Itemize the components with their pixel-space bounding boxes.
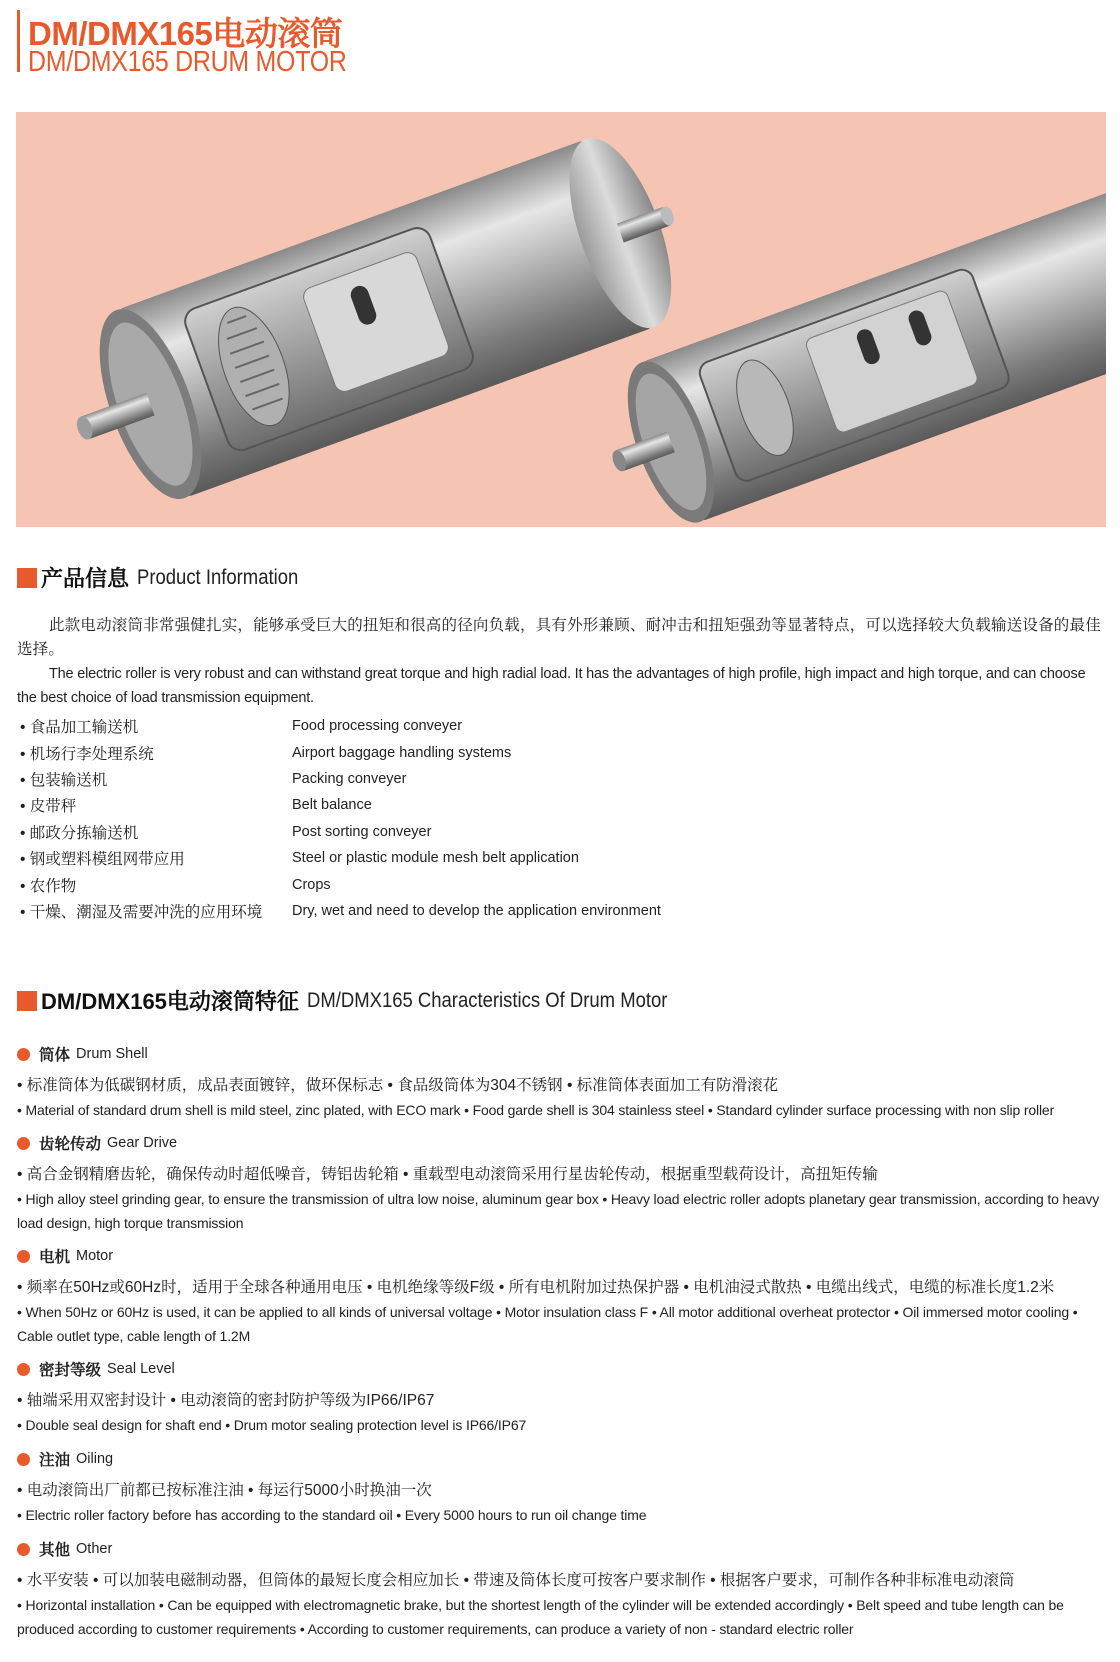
application-en: Belt balance [292,797,372,814]
list-item [20,845,720,871]
feature-text-cn: • 高合金钢精磨齿轮，确保传动时超低噪音，铸铝齿轮箱 • 重载型电动滚筒采用行星齿轮传动，根据重型载荷设计，高扭矩传输 [17,1166,878,1183]
feature-title-en: Other [76,1541,113,1557]
bullet-dot-icon [17,1363,30,1376]
application-cn: • 钢或塑料模组网带应用 [20,851,185,869]
feature-text-en: • Double seal design for shaft end • Drum motor sealing protection level is IP66/IP67 [17,1417,527,1433]
feature-gear-drive [17,1131,1107,1235]
feature-title-cn: 注油 [39,1452,71,1469]
application-list [20,713,720,924]
application-en: Dry, wet and need to develop the application environment [292,902,661,919]
application-cn: • 包装输送机 [20,771,108,789]
characteristics-heading-cn: DM/DMX165电动滚筒特征 [41,989,299,1014]
feature-title-cn: 其他 [39,1542,71,1559]
feature-drum-shell [17,1042,1107,1122]
page-title-cn: DM/DMX165电动滚筒 [28,15,343,52]
application-en: Food processing conveyer [292,718,463,735]
application-cn: • 邮政分拣输送机 [20,824,139,842]
list-item [20,898,720,924]
characteristics-heading-en: DM/DMX165 Characteristics Of Drum Motor [306,988,668,1012]
application-cn: • 食品加工输送机 [20,719,139,737]
feature-text-en: • When 50Hz or 60Hz is used, it can be applied to all kinds of universal voltage • Motor insulation class F • All motor additional overheat protector • Oil immersed motor cooling • Cable outlet type, cable length of 1.2M [17,1304,1078,1344]
bullet-dot-icon [17,1250,30,1263]
bullet-dot-icon [17,1048,30,1061]
list-item [20,739,720,765]
list-item [20,819,720,845]
product-info-paragraph-en: The electric roller is very robust and can withstand great torque and high radial load. It has the advantages of high profile, high impact and high torque, and can choose the best choice of load transmission equipment. [17,666,1086,706]
application-en: Post sorting conveyer [292,823,432,840]
drum-motor-illustration [16,112,1106,527]
bullet-dot-icon [17,1543,30,1556]
characteristics-heading [17,985,717,1016]
feature-text-cn: • 轴端采用双密封设计 • 电动滚筒的密封防护等级为IP66/IP67 [17,1392,435,1409]
feature-seal-level [17,1357,1107,1437]
feature-text-en: • High alloy steel grinding gear, to ensure the transmission of ultra low noise, aluminum gear box • Heavy load electric roller adopts planetary gear transmission, according to heavy load design, high torque transmission [17,1191,1100,1231]
feature-title-en: Seal Level [107,1361,175,1377]
heading-square-icon [17,568,37,588]
feature-text-cn: • 频率在50Hz或60Hz时，适用于全球各种通用电压 • 电机绝缘等级F级 • 所有电机附加过热保护器 • 电机油浸式散热 • 电缆出线式，电缆的标准长度1.2米 [17,1279,1055,1296]
feature-other [17,1537,1107,1641]
product-info-heading-en: Product Information [137,565,299,589]
application-cn: • 干燥、潮湿及需要冲洗的应用环境 [20,903,263,921]
feature-text-en: • Electric roller factory before has according to the standard oil • Every 5000 hours to run oil change time [17,1507,647,1523]
bullet-dot-icon [17,1137,30,1150]
application-cn: • 农作物 [20,877,77,895]
application-en: Packing conveyer [292,770,407,787]
feature-text-en: • Horizontal installation • Can be equipped with electromagnetic brake, but the shortest length of the cylinder will be extended accordingly • Belt speed and tube length can be produced according to customer requirements • According to customer requirements, can produce a variety of non - standard electric roller [17,1597,1064,1637]
application-en: Crops [292,876,331,893]
product-info-paragraph-cn: 此款电动滚筒非常强健扎实，能够承受巨大的扭矩和很高的径向负载，具有外形兼顾、耐冲击和扭矩强劲等显著特点，可以选择较大负载输送设备的最佳选择。 [17,617,1101,658]
feature-title-en: Gear Drive [107,1135,178,1151]
feature-title-cn: 齿轮传动 [39,1136,102,1153]
product-image [16,112,1106,527]
feature-motor [17,1244,1107,1348]
feature-text-cn: • 水平安装 • 可以加装电磁制动器，但筒体的最短长度会相应加长 • 带速及筒体长度可按客户要求制作 • 根据客户要求，可制作各种非标准电动滚筒 [17,1572,1015,1589]
feature-title-en: Motor [76,1248,114,1264]
title-accent-bar [17,10,20,72]
heading-square-icon [17,991,37,1011]
feature-text-cn: • 电动滚筒出厂前都已按标准注油 • 每运行5000小时换油一次 [17,1482,432,1499]
bullet-dot-icon [17,1453,30,1466]
product-info-heading-cn: 产品信息 [41,566,130,591]
application-en: Airport baggage handling systems [292,744,512,761]
list-item [20,766,720,792]
list-item [20,713,720,739]
feature-title-cn: 筒体 [39,1047,71,1064]
feature-title-en: Drum Shell [76,1046,148,1062]
application-cn: • 机场行李处理系统 [20,745,154,763]
feature-text-cn: • 标准筒体为低碳钢材质，成品表面镀锌，做环保标志 • 食品级筒体为304不锈钢 • 标准筒体表面加工有防滑滚花 [17,1077,779,1094]
application-en: Steel or plastic module mesh belt application [292,850,579,867]
product-info-heading [17,562,320,593]
application-cn: • 皮带秤 [20,798,77,816]
feature-title-cn: 电机 [39,1249,71,1266]
page-title-en: DM/DMX165 DRUM MOTOR [28,46,347,78]
feature-title-en: Oiling [76,1451,114,1467]
left-drum [44,120,707,524]
feature-text-en: • Material of standard drum shell is mild steel, zinc plated, with ECO mark • Food garde shell is 304 stainless steel • Standard cylinder surface processing with non slip roller [17,1102,1055,1118]
feature-oiling [17,1447,1107,1527]
list-item [20,792,720,818]
list-item [20,871,720,897]
feature-title-cn: 密封等级 [39,1362,102,1379]
